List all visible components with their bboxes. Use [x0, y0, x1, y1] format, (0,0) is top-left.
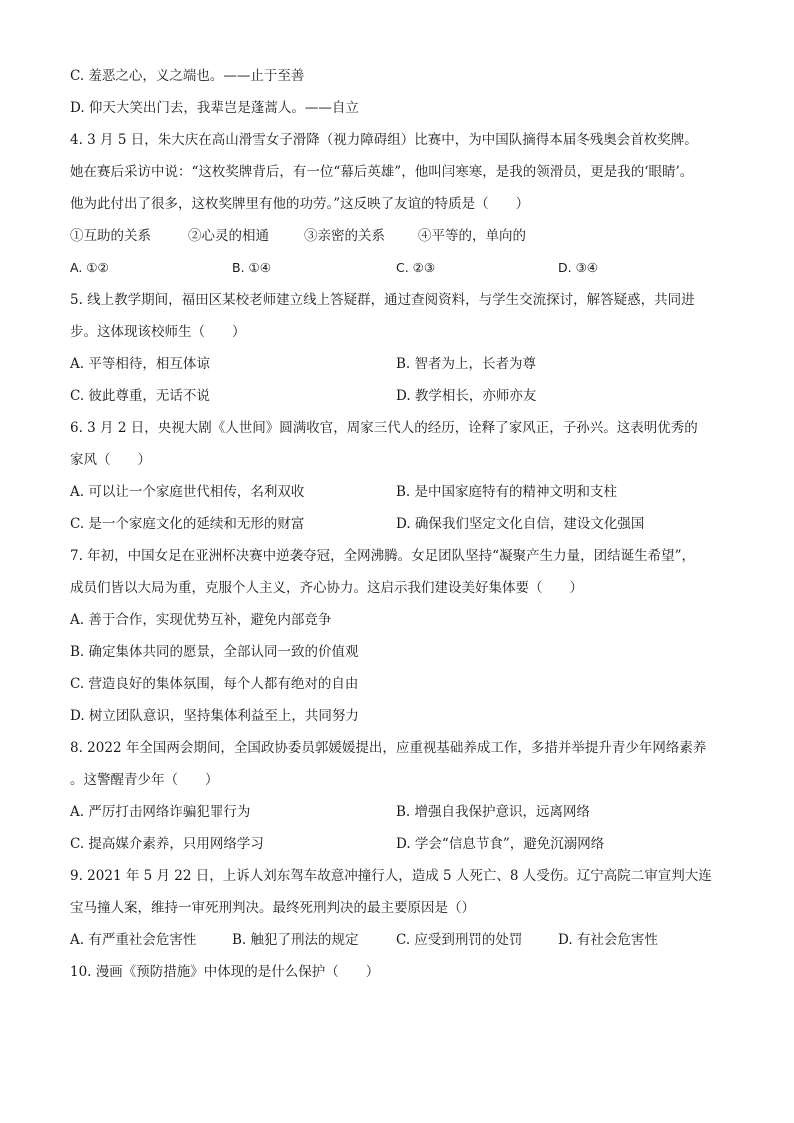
q8-stem-line-2: 。这警醒青少年（ ）: [70, 772, 219, 788]
q5-stem-line-1: 5. 线上教学期间，福田区某校老师建立线上答疑群，通过查阅资料，与学生交流探讨，解答疑惑，共同进: [70, 292, 695, 308]
q4-item-4: ④平等的，单向的: [418, 228, 526, 244]
q5-option-b: B. 智者为上，长者为尊: [396, 356, 537, 372]
q4-stem-line-1: 4. 3 月 5 日，朱大庆在高山滑雪女子滑降（视力障碍组）比赛中，为中国队摘得本届冬残奥会首枚奖牌。: [70, 132, 698, 148]
q9-option-b: B. 触犯了刑法的规定: [232, 932, 359, 948]
q4-item-2: ②心灵的相通: [188, 228, 269, 244]
q7-option-b: B. 确定集体共同的愿景，全部认同一致的价值观: [70, 644, 359, 660]
q9-option-d: D. 有社会危害性: [558, 932, 658, 948]
q6-stem-line-1: 6. 3 月 2 日，央视大剧《人世间》圆满收官，周家三代人的经历，诠释了家风正，子孙兴。这表明优秀的: [70, 420, 698, 436]
q5-stem-line-2: 步。这体现该校师生（ ）: [70, 324, 246, 340]
q8-option-d: D. 学会“信息节食”，避免沉溺网络: [396, 836, 605, 852]
q6-option-d: D. 确保我们坚定文化自信，建设文化强国: [396, 516, 645, 532]
q6-option-b: B. 是中国家庭特有的精神文明和支柱: [396, 484, 618, 500]
q4-option-a: A. ①②: [70, 260, 109, 275]
q7-option-a: A. 善于合作，实现优势互补，避免内部竞争: [70, 612, 332, 628]
q6-option-a: A. 可以让一个家庭世代相传，名利双收: [70, 484, 305, 500]
q3-option-c: C. 羞恶之心，义之端也。——止于至善: [70, 68, 305, 84]
q8-stem-line-1: 8. 2022 年全国两会期间，全国政协委员郭媛媛提出，应重视基础养成工作，多措并举提升青少年网络素养: [70, 740, 707, 756]
q7-stem-line-2: 成员们皆以大局为重，克服个人主义，齐心协力。这启示我们建设美好集体要（ ）: [70, 580, 583, 596]
q4-item-1: ①互助的关系: [70, 228, 151, 244]
q5-option-d: D. 教学相长，亦师亦友: [396, 388, 537, 404]
q9-stem-line-2: 宝马撞人案，维持一审死刑判决。最终死刑判决的最主要原因是（）: [70, 900, 475, 916]
q6-stem-line-2: 家风（ ）: [70, 452, 151, 468]
q5-option-c: C. 彼此尊重，无话不说: [70, 388, 210, 404]
q3-option-d: D. 仰天大笑出门去，我辈岂是蓬蒿人。——自立: [70, 100, 359, 116]
q4-item-3: ③亲密的关系: [304, 228, 385, 244]
q4-option-b: B. ①④: [232, 260, 271, 275]
q7-option-c: C. 营造良好的集体氛围，每个人都有绝对的自由: [70, 676, 359, 692]
q8-option-b: B. 增强自我保护意识，远离网络: [396, 804, 591, 820]
q9-stem-line-1: 9. 2021 年 5 月 22 日，上诉人刘东驾车故意冲撞行人，造成 5 人死亡、8 人受伤。辽宁高院二审宣判大连: [70, 868, 712, 884]
q7-option-d: D. 树立团队意识，坚持集体利益至上，共同努力: [70, 708, 359, 724]
q9-option-a: A. 有严重社会危害性: [70, 932, 197, 948]
q8-option-c: C. 提高媒介素养，只用网络学习: [70, 836, 264, 852]
q4-stem-line-2: 她在赛后采访中说：“这枚奖牌背后，有一位“幕后英雄”，他叫闫寒寒，是我的领滑员，更是我的‘眼睛’。: [70, 164, 694, 180]
q7-stem-line-1: 7. 年初，中国女足在亚洲杯决赛中逆袭夺冠，全网沸腾。女足团队坚持“凝聚产生力量，团结诞生希望”，: [70, 548, 695, 564]
q4-option-c: C. ②③: [396, 260, 436, 275]
q4-stem-line-3: 他为此付出了很多，这枚奖牌里有他的功劳。”这反映了友谊的特质是（ ）: [70, 196, 530, 212]
q10-stem-line-1: 10. 漫画《预防措施》中体现的是什么保护（ ）: [70, 964, 380, 980]
q5-option-a: A. 平等相待，相互体谅: [70, 356, 210, 372]
q6-option-c: C. 是一个家庭文化的延续和无形的财富: [70, 516, 305, 532]
q4-option-d: D. ③④: [558, 260, 598, 275]
q8-option-a: A. 严厉打击网络诈骗犯罪行为: [70, 804, 251, 820]
q9-option-c: C. 应受到刑罚的处罚: [396, 932, 523, 948]
